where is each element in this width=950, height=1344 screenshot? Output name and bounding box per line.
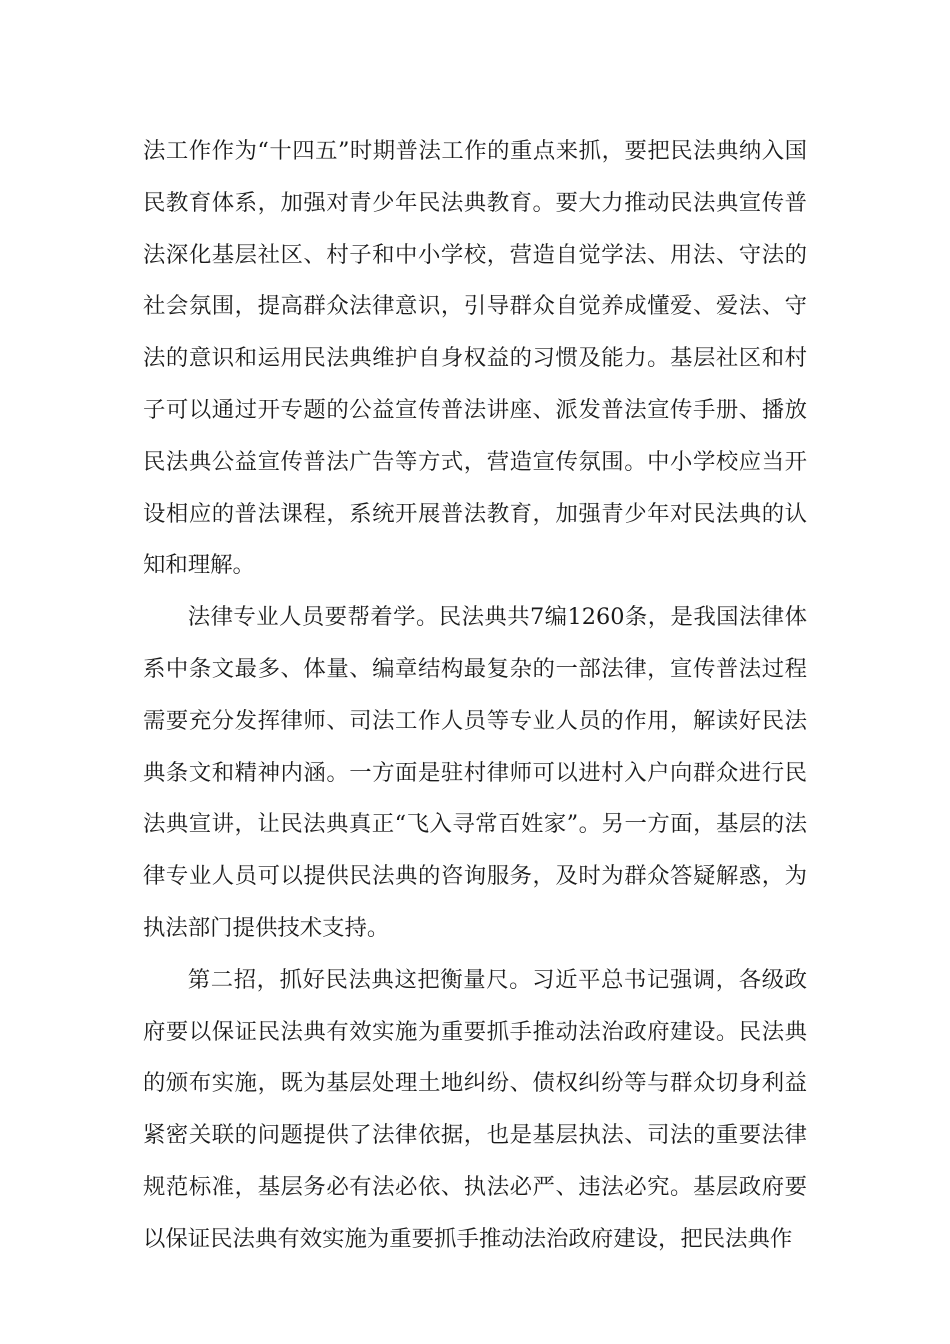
paragraph-2: 法律专业人员要帮着学。民法典共7编1260条，是我国法律体系中条文最多、体量、编章结构最复杂的一部法律，宣传普法过程需要充分发挥律师、司法工作人员等专业人员的作用，解读好民法典条文和精神内涵。一方面是驻村律师可以进村入户向群众进行民法典宣讲，让民法典真正“飞入寻常百姓家”。另一方面，基层的法律专业人员可以提供民法典的咨询服务，及时为群众答疑解惑，为执法部门提供技术支持。 (143, 604, 807, 941)
document-body (143, 126, 807, 1266)
paragraph-3: 第二招，抓好民法典这把衡量尺。习近平总书记强调，各级政府要以保证民法典有效实施为重要抓手推动法治政府建设。民法典的颁布实施，既为基层处理土地纠纷、债权纠纷等与群众切身利益紧密关联的问题提供了法律依据，也是基层执法、司法的重要法律规范标准，基层务必有法必依、执法必严、违法必究。基层政府要以保证民法典有效实施为重要抓手推动法治政府建设，把民法典作 (143, 966, 807, 1252)
paragraph-1: 法工作作为“十四五”时期普法工作的重点来抓，要把民法典纳入国民教育体系，加强对青少年民法典教育。要大力推动民法典宣传普法深化基层社区、村子和中小学校，营造自觉学法、用法、守法的社会氛围，提高群众法律意识，引导群众自觉养成懂爱、爱法、守法的意识和运用民法典维护自身权益的习惯及能力。基层社区和村子可以通过开专题的公益宣传普法讲座、派发普法宣传手册、播放民法典公益宣传普法广告等方式，营造宣传氛围。中小学校应当开设相应的普法课程，系统开展普法教育，加强青少年对民法典的认知和理解。 (143, 138, 807, 579)
